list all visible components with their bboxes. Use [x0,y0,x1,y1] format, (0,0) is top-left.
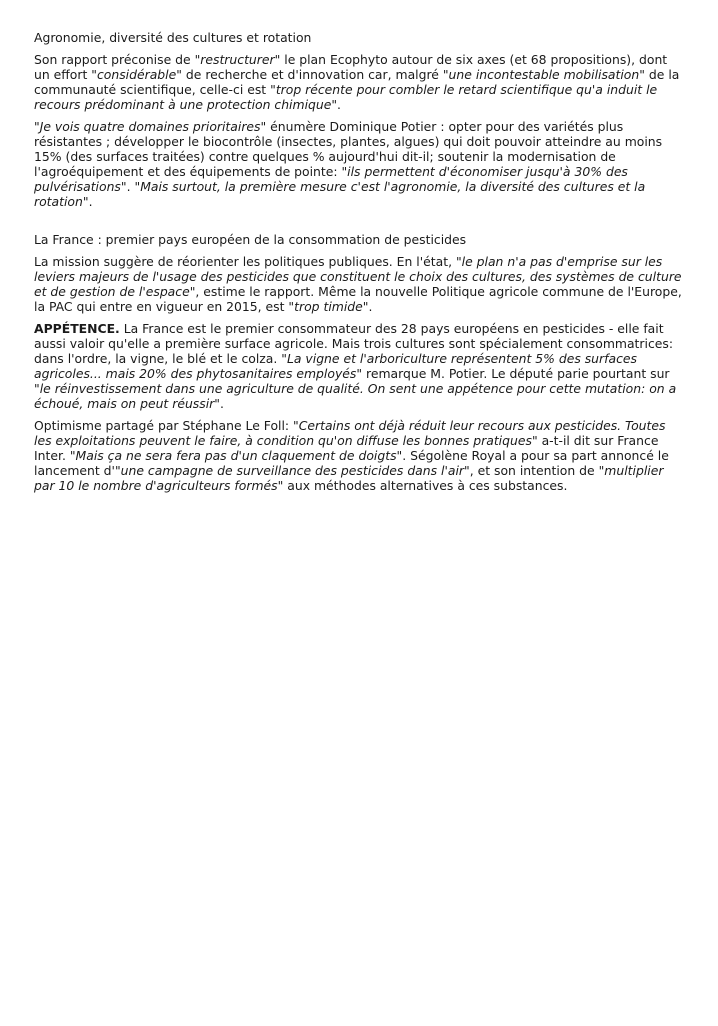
text-run: ". [82,194,93,209]
text-run: ". [214,396,224,411]
text-run: " a-t-il dit sur France Inter. " [34,433,659,463]
section-heading-france: La France : premier pays européen de la consommation de pesticides [34,232,467,247]
text-run: ", et son intention de " [464,463,605,478]
text-run: La France est le premier consommateur des 28 pays européens en pesticides - elle fait aussi valoir qu'elle a première surface agricole. Mais trois cultures sont spécialement consommatrices: dans l'ordre, la vigne, le blé et le colza. " [34,321,674,366]
quoted-text: Certains ont déjà réduit leur recours aux pesticides. Toutes les exploitations peuvent le faire, à condition qu'on diffuse les bonnes pratiques [34,418,666,448]
article-body [34,30,684,500]
text-run: " énumère Dominique Potier : opter pour des variétés plus résistantes ; développer le biocontrôle (insectes, plantes, algues) qui doit pouvoir atteindre au moins 15% (des surfaces traitées) contre quelques % aujourd'hui dit-il; soutenir la modernisation de l'agroéquipement et des équipements de pointe: " [34,119,663,179]
section-heading-agronomie: Agronomie, diversité des cultures et rotation [34,30,312,45]
paragraph-appetence [34,321,684,411]
quoted-text: ils permettent d'économiser jusqu'à 30% des pulvérisations [34,164,628,194]
text-run: " de recherche et d'innovation car, malgré " [176,67,449,82]
quoted-text: multiplier par 10 le nombre d'agriculteurs formés [34,463,664,493]
text-run: " remarque M. Potier. Le député parie pourtant sur " [34,366,670,396]
quoted-text: trop timide [294,299,363,314]
paragraph-quatre-domaines [34,119,684,209]
quoted-text: Je vois quatre domaines prioritaires [39,119,261,134]
paragraph-mission [34,254,684,314]
quoted-text: le réinvestissement dans une agriculture de qualité. On sent une appétence pour cette mutation: on a échoué, mais on peut réussir [34,381,677,411]
text-run: ", estime le rapport. Même la nouvelle Politique agricole commune de l'Europe, la PAC qui entre en vigueur en 2015, est " [34,284,682,314]
text-run: ". " [120,179,141,194]
section-spacer [34,216,684,232]
text-run: La mission suggère de réorienter les politiques publiques. En l'état, " [34,254,462,269]
text-run: " de la communauté scientifique, celle-ci est " [34,67,680,97]
text-run: ". Ségolène Royal a pour sa part annoncé le lancement d'" [34,448,669,478]
text-run: " [34,119,40,134]
text-run: Optimisme partagé par Stéphane Le Foll: " [34,418,299,433]
text-run: " aux méthodes alternatives à ces substances. [277,478,568,493]
quoted-text: trop récente pour combler le retard scientifique qu'a induit le recours prédominant à une protection chimique [34,82,658,112]
quoted-text: considérable [96,67,177,82]
quoted-text: Mais surtout, la première mesure c'est l'agronomie, la diversité des cultures et la rotation [34,179,646,209]
quoted-text: une incontestable mobilisation [448,67,640,82]
text-run: ". [331,97,341,112]
paragraph-rapport-ecophyto [34,52,684,112]
quoted-text: une campagne de surveillance des pesticides dans l'air [120,463,465,478]
bold-lead-text: APPÉTENCE. [34,321,120,336]
text-run: " le plan Ecophyto autour de six axes (et 68 propositions), dont un effort " [34,52,668,82]
text-run: ". [362,299,373,314]
quoted-text: La vigne et l'arboriculture représentent 5% des surfaces agricoles... mais 20% des phytosanitaires employés [34,351,637,381]
quoted-text: Mais ça ne sera fera pas d'un claquement de doigts [75,448,397,463]
quoted-text: le plan n'a pas d'emprise sur les leviers majeurs de l'usage des pesticides que constituent le choix des cultures, des systèmes de culture et de gestion de l'espace [34,254,682,299]
text-run: Son rapport préconise de " [34,52,201,67]
quoted-text: restructurer [200,52,275,67]
paragraph-optimisme [34,418,684,493]
